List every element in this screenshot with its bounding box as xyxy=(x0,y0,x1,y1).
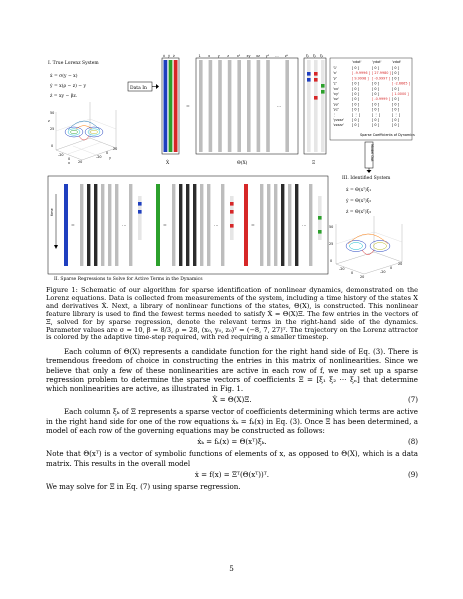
xi-active-entry xyxy=(321,90,325,94)
xdot-col-x: ẋ xyxy=(163,54,166,58)
theta-column xyxy=(199,60,203,152)
coef-cell: 'yz' xyxy=(333,107,339,112)
identified-equation-x: ẋ = Θ(xᵀ)ξ₁ xyxy=(346,188,372,193)
panel-iii-title: III. Identified System xyxy=(342,176,391,181)
theta-col-label: xy xyxy=(246,54,251,58)
regression-library-column xyxy=(193,184,196,266)
regression-derivative-column xyxy=(64,184,68,266)
axis-label-x: x xyxy=(68,161,71,165)
tick-y-20: 20 xyxy=(113,147,118,151)
paragraph-2: Each column ξₖ of Ξ represents a sparse vector of coefficients determining which terms are active in the right hand side for one of the row equations ẋₖ = fₖ(x) in Eq. (3). Once Ξ has been determined, a model of each row of the governing equations may be constructed as follows: xyxy=(46,407,418,436)
model-out-label: Model Out xyxy=(370,144,374,162)
coef-cell: [ 0 ] xyxy=(372,81,379,86)
regression-ellipsis: ⋯ xyxy=(122,224,127,229)
tick-x-neg20: -20 xyxy=(58,153,64,157)
coef-cell: ⋮ xyxy=(333,112,337,117)
coef-cell: [ ⋮ ] xyxy=(392,112,401,117)
coef-cell: [ 9.9998 ] xyxy=(352,76,369,81)
xi-label: Ξ xyxy=(312,161,316,166)
lorenz-equation-y: ẏ = x(ρ − z) − y xyxy=(50,84,87,89)
regression-library-column xyxy=(101,184,104,266)
xdot-matrix xyxy=(162,54,179,166)
theta-col-label: z xyxy=(227,54,230,58)
paragraph-1: Each column of Θ(X) represents a candidate function for the right hand side of Eq. (3). There is tremendous freedom of choice in constructing the entries in this matrix of nonlinearities. Since we believe that only a few of these nonlinearities are active in each row of f, we may set up a sparse regression problem to determine the sparse vectors of coefficients Ξ = [ξ₁ ξ₂ ⋯ ξₙ] that determine which nonlinearities are active, as illustrated in Fig. 1. xyxy=(46,347,418,394)
regression-derivative-column xyxy=(156,184,160,266)
lorenz-equation-z: ż = xy − βz. xyxy=(50,94,78,99)
regression-library-column xyxy=(221,184,224,266)
equation-8 xyxy=(46,435,418,449)
figure-1 xyxy=(46,52,416,282)
coef-cell: [ 0 ] xyxy=(352,97,359,102)
regression-library-column xyxy=(115,184,118,266)
coef-cell: '1' xyxy=(333,66,338,70)
regression-active-coefficient xyxy=(318,230,322,234)
theta-col-label: x² xyxy=(236,54,241,58)
sparse-coefficient-table xyxy=(330,58,415,140)
regression-library-column xyxy=(295,184,298,266)
xi-active-entry xyxy=(321,84,325,88)
equals-sign: = xyxy=(186,105,190,110)
theta-col-label: z⁵ xyxy=(284,54,289,58)
equation-9-number: (9) xyxy=(407,469,418,479)
coef-cell: [ 0 ] xyxy=(392,118,399,122)
coef-cell: [ 0 ] xyxy=(352,118,359,122)
panel-identified-system xyxy=(329,175,402,279)
theta-column xyxy=(228,60,232,152)
regression-library-column xyxy=(267,184,270,266)
regression-library-column xyxy=(309,184,312,266)
theta-col-label: y² xyxy=(265,54,270,58)
id-tick-z-0: 0 xyxy=(330,259,333,263)
coef-cell: [ 0 ] xyxy=(372,123,379,128)
regression-library-column xyxy=(200,184,203,266)
id-tick-x-neg20: -20 xyxy=(339,267,345,271)
regression-ellipsis: ⋯ xyxy=(302,224,307,229)
equation-7-text: Ẋ = Θ(X)Ξ. xyxy=(212,395,252,405)
tick-z-25: 25 xyxy=(50,127,55,131)
xi-col-3: ξ₃ xyxy=(320,54,324,58)
regression-library-column xyxy=(288,184,291,266)
coef-cell: [ 0 ] xyxy=(392,102,399,107)
coef-cell: [ 0 ] xyxy=(392,66,399,70)
coef-cell: [ 0 ] xyxy=(352,92,359,96)
id-tick-y-0: 0 xyxy=(390,266,393,270)
theta-label: Θ(X) xyxy=(237,161,248,166)
coef-cell: [ 0 ] xyxy=(392,107,399,112)
regression-library-column xyxy=(87,184,90,266)
coef-cell: [ -0.9999 ] xyxy=(372,97,390,102)
panel-i-title: I. True Lorenz System xyxy=(48,61,99,66)
coef-cell: [ -2.6665 ] xyxy=(392,81,410,86)
regression-active-coefficient xyxy=(230,224,234,228)
coef-cell: 'xy' xyxy=(333,92,339,96)
axis-label-z: z xyxy=(48,119,50,123)
time-label: time xyxy=(50,208,54,216)
regression-library-column xyxy=(281,184,284,266)
xdot-col-y: ẏ xyxy=(168,54,171,58)
coef-cell: [ 0 ] xyxy=(392,86,399,91)
regression-derivative-column xyxy=(244,184,248,266)
coef-cell: 'yy' xyxy=(333,102,339,107)
theta-column xyxy=(237,60,241,152)
coef-cell: [ 1.0000 ] xyxy=(392,92,409,96)
regression-library-column xyxy=(260,184,263,266)
regression-equals: = xyxy=(71,224,75,229)
coef-cell: [ 0 ] xyxy=(392,97,399,102)
xdot-label: Ẋ xyxy=(166,161,170,166)
coef-cell: 'z' xyxy=(333,81,337,86)
axis-label-y: y xyxy=(109,156,112,160)
theta-col-label: 1 xyxy=(198,54,201,58)
theta-column xyxy=(257,60,261,152)
paragraph-3: Note that Θ(xᵀ) is a vector of symbolic functions of elements of x, as opposed to Θ(X), which is a data matrix. This results in the overall model xyxy=(46,449,418,468)
coefficients-caption: Sparse Coefficients of Dynamics xyxy=(360,133,415,137)
regression-equals: = xyxy=(251,224,255,229)
theta-col-label: x xyxy=(208,54,211,58)
equation-8-text: ẋₖ = fₖ(x) = Θ(xᵀ)ξₖ. xyxy=(197,437,267,447)
equation-8-number: (8) xyxy=(407,437,418,447)
coef-cell: [ 0 ] xyxy=(392,76,399,81)
regression-active-coefficient xyxy=(318,216,322,220)
xi-matrix xyxy=(304,54,326,166)
lorenz-trajectory xyxy=(65,121,103,140)
coef-cell: [ 0 ] xyxy=(372,66,379,70)
regression-library-column xyxy=(108,184,111,266)
identified-equation-z: ż = Θ(xᵀ)ξ₃ xyxy=(346,210,371,215)
panel-true-lorenz xyxy=(48,60,117,165)
theta-column xyxy=(218,60,222,152)
panel-ii-title: II. Sparse Regressions to Solve for Active Terms in the Dynamics xyxy=(54,277,203,282)
regression-library-column xyxy=(207,184,210,266)
regression-library-column xyxy=(80,184,83,266)
id-tick-x-0: 0 xyxy=(351,271,354,275)
coef-cell: [ -0.9997 ] xyxy=(372,76,390,81)
coef-cell: 'xz' xyxy=(333,97,339,102)
id-tick-x-20: 20 xyxy=(360,275,365,279)
coef-cell: [ ⋮ ] xyxy=(372,112,381,117)
equation-9-text: ẋ = f(x) = Ξᵀ(Θ(xᵀ))ᵀ. xyxy=(194,469,270,479)
coef-header: 'zdot' xyxy=(392,60,402,64)
coef-cell: [ 0 ] xyxy=(372,102,379,107)
theta-column xyxy=(209,60,213,152)
regression-ellipsis: ⋯ xyxy=(214,224,219,229)
xi-column xyxy=(321,60,325,152)
tick-z-0: 0 xyxy=(51,144,54,148)
id-tick-y-neg20: -20 xyxy=(380,270,386,274)
coef-cell: 'zzzzz' xyxy=(333,123,344,128)
identified-equation-y: ẏ = Θ(xᵀ)ξ₂ xyxy=(346,199,372,204)
xi-active-entry xyxy=(314,96,318,100)
coef-cell: [ 27.9980 ] xyxy=(372,71,391,76)
xi-active-entry xyxy=(307,72,311,76)
page-number: 5 xyxy=(229,564,234,573)
regression-library-column xyxy=(172,184,175,266)
paragraph-4: We may solve for Ξ in Eq. (7) using sparse regression. xyxy=(46,481,241,491)
xdot-col-z: ż xyxy=(173,54,175,58)
coef-cell: [ 0 ] xyxy=(352,66,359,70)
regression-active-coefficient xyxy=(230,210,234,214)
tick-x-0: 0 xyxy=(68,157,71,161)
regression-library-column xyxy=(179,184,182,266)
data-in-arrow xyxy=(128,82,159,91)
panel-sparse-regressions xyxy=(48,176,328,282)
theta-col-label: … xyxy=(275,54,279,58)
data-in-label: Data In xyxy=(130,86,147,91)
theta-column xyxy=(247,60,251,152)
regression-library-column xyxy=(186,184,189,266)
identified-trajectory xyxy=(346,234,390,255)
coef-cell: [ 0 ] xyxy=(352,102,359,107)
model-out-arrow xyxy=(365,142,374,173)
theta-column xyxy=(266,60,270,152)
xi-active-entry xyxy=(314,78,318,82)
regression-equals: = xyxy=(163,224,167,229)
xi-active-entry xyxy=(307,78,311,82)
coef-cell: [ 0 ] xyxy=(372,92,379,96)
coef-cell: [ ⋮ ] xyxy=(352,112,361,117)
id-tick-y-20: 20 xyxy=(398,262,403,266)
tick-y-0: 0 xyxy=(106,151,109,155)
coef-cell: [ 0 ] xyxy=(392,123,399,128)
coef-cell: [ 0 ] xyxy=(392,71,399,76)
theta-col-label: xz xyxy=(256,54,260,58)
figure-caption: Figure 1: Schematic of our algorithm for sparse identification of nonlinear dynamics, demonstrated on the Lorenz equations. Data is collected from measurements of the system, including a time history of the states X and derivatives Ẋ. Next, a library of nonlinear functions of the states, Θ(X), is constructed. This nonlinear feature library is used to find the fewest terms needed to satisfy Ẋ = Θ(X)Ξ. The few entries in the vectors of Ξ, solved for by sparse regression, denote the relevant terms in the right-hand side of the dynamics. Parameter values are σ = 10, β = 8/3, ρ = 28, (x₀, y₀, z₀)ᵀ = (−8, 7, 27)ᵀ. The trajectory on the Lorenz attractor is colored by the adaptive time-step required, with red requiring a smaller timestep. xyxy=(46,286,418,342)
coef-cell: 'y' xyxy=(333,76,337,81)
regression-active-coefficient xyxy=(230,202,234,206)
theta-col-label: y xyxy=(217,54,220,58)
regression-library-column xyxy=(129,184,132,266)
xi-col-2: ξ₂ xyxy=(313,54,317,58)
coef-cell: [ 0 ] xyxy=(352,107,359,112)
coef-cell: [ 0 ] xyxy=(372,118,379,122)
theta-matrix xyxy=(196,54,298,166)
coef-cell: [ 0 ] xyxy=(352,123,359,128)
coef-cell: [ 0 ] xyxy=(372,107,379,112)
coef-cell: 'yzzzz' xyxy=(333,118,344,122)
coef-header: 'xdot' xyxy=(352,60,362,64)
regression-library-column xyxy=(274,184,277,266)
theta-ellipsis: ⋯ xyxy=(276,105,282,110)
xi-active-entry xyxy=(314,72,318,76)
regression-active-coefficient xyxy=(138,202,142,206)
body-text xyxy=(46,347,418,491)
theta-column xyxy=(285,60,289,152)
coef-cell: [ -9.9996 ] xyxy=(352,71,370,76)
regression-active-coefficient xyxy=(138,210,142,214)
equation-7-number: (7) xyxy=(407,395,418,405)
coef-cell: [ 0 ] xyxy=(352,81,359,86)
tick-z-50: 50 xyxy=(50,111,55,115)
regression-library-column xyxy=(94,184,97,266)
xi-col-1: ξ₁ xyxy=(306,54,310,58)
coef-cell: [ 0 ] xyxy=(372,86,379,91)
equation-7 xyxy=(46,393,418,407)
equation-9 xyxy=(46,468,418,482)
coef-cell: [ 0 ] xyxy=(352,86,359,91)
id-tick-z-50: 50 xyxy=(329,225,334,229)
coef-cell: 'x' xyxy=(333,71,337,76)
lorenz-equation-x: ẋ = σ(y − x) xyxy=(50,74,78,79)
id-tick-z-25: 25 xyxy=(329,242,334,246)
coef-cell: 'xx' xyxy=(333,86,339,91)
tick-x-20: 20 xyxy=(78,160,83,164)
coef-header: 'ydot' xyxy=(372,60,382,64)
tick-y-neg20: -20 xyxy=(96,155,102,159)
